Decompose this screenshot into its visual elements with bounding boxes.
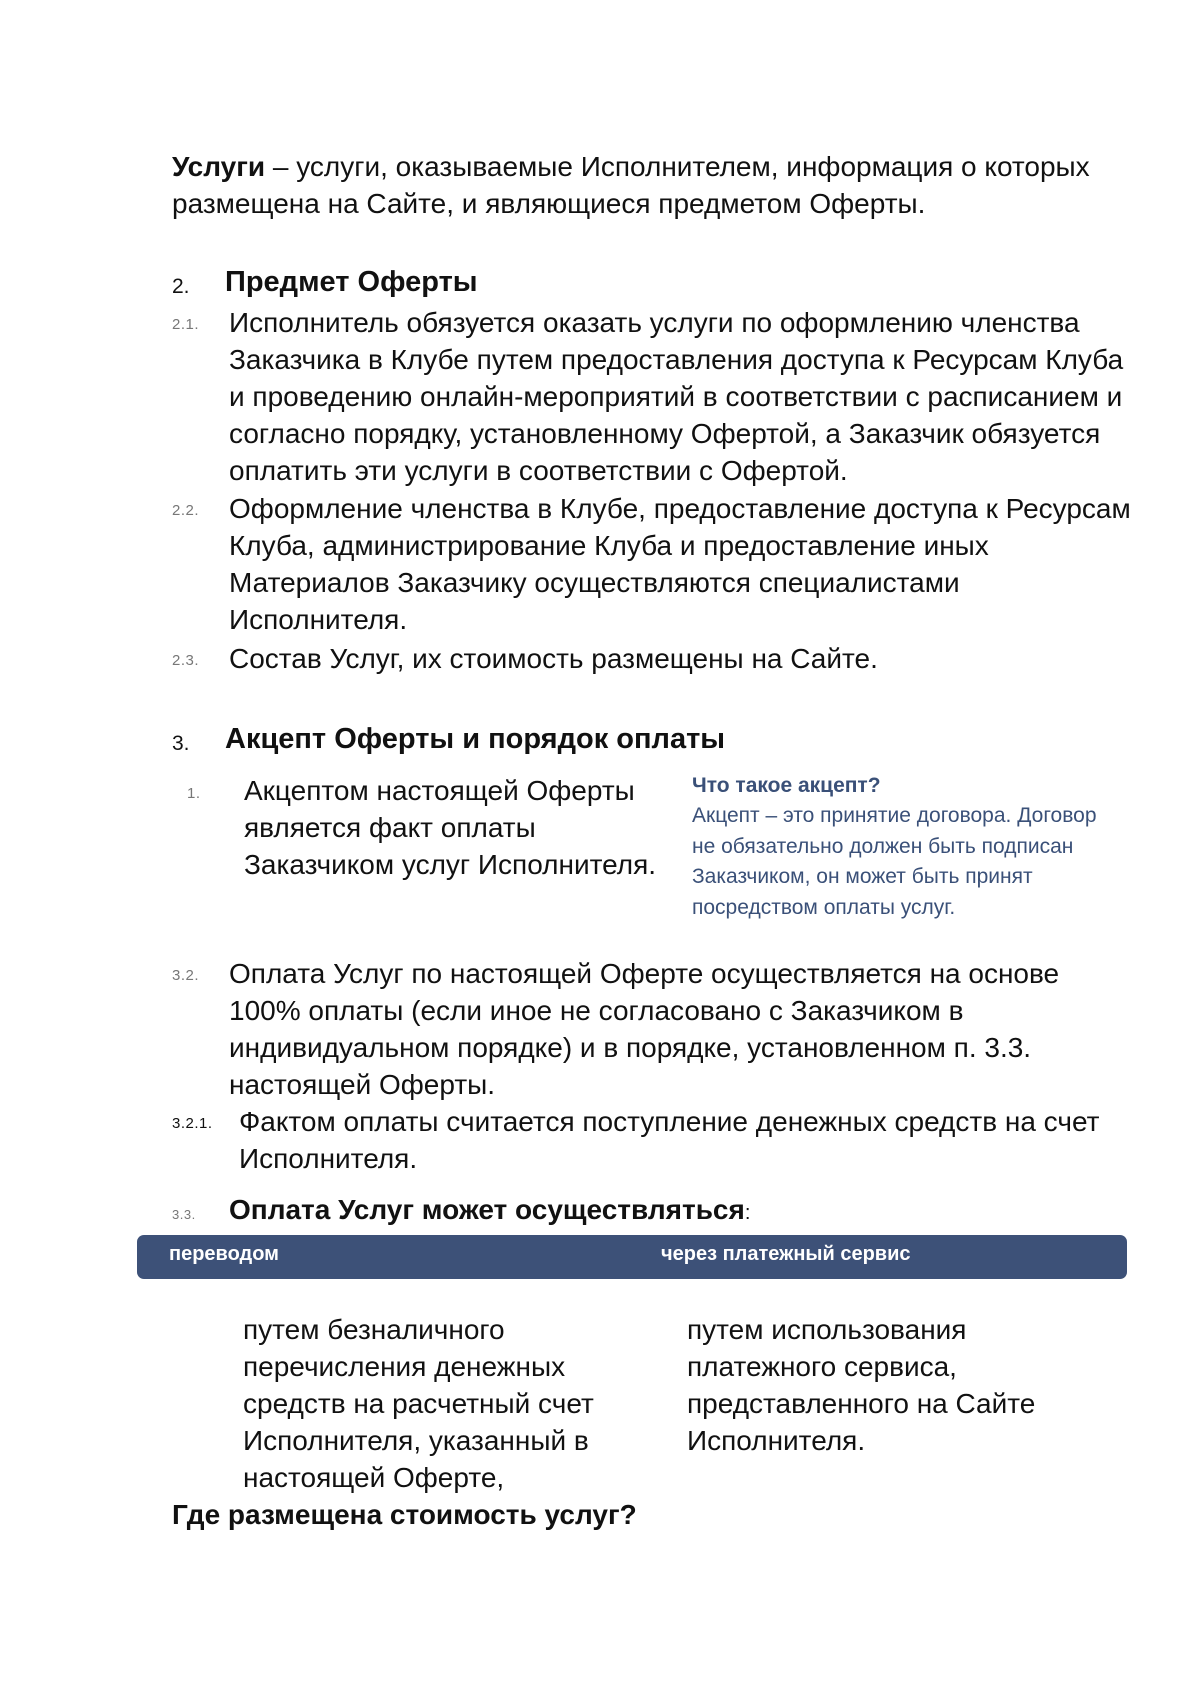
item-3-3-colon: : bbox=[744, 1202, 751, 1224]
item-2-2-text: Оформление членства в Клубе, предоставление доступа к Ресурсам Клуба, администрирование Клуба и предоставление иных Материалов Заказчику осуществляются специалистами Исполнителя. bbox=[229, 493, 1131, 635]
acceptance-note-title: Что такое акцепт? bbox=[692, 774, 881, 797]
item-2-2-number: 2.2. bbox=[172, 502, 200, 519]
definition-term: Услуги bbox=[172, 151, 266, 182]
payment-col2-header: через платежный сервис bbox=[661, 1243, 911, 1265]
item-2-3-number: 2.3. bbox=[172, 652, 200, 669]
item-3-2-number: 3.2. bbox=[172, 967, 200, 984]
definition-paragraph bbox=[172, 148, 1132, 222]
acceptance-note-text: Акцепт – это принятие договора. Договор не обязательно должен быть подписан Заказчиком, он может быть принят посредством оплаты услуг. bbox=[692, 804, 1097, 919]
payment-col1-text: путем безналичного перечисления денежных средств на расчетный счет Исполнителя, указанный в настоящей Оферте, bbox=[243, 1314, 594, 1493]
item-3-1-number: 1. bbox=[187, 785, 201, 802]
footer-question: Где размещена стоимость услуг? bbox=[172, 1499, 637, 1530]
section-2-number: 2. bbox=[172, 275, 190, 298]
item-3-3-heading bbox=[229, 1191, 929, 1232]
item-3-3-title: Оплата Услуг может осуществляться bbox=[229, 1194, 745, 1225]
section-3-title: Акцепт Оферты и порядок оплаты bbox=[225, 723, 726, 755]
item-3-2-1-text: Фактом оплаты считается поступление денежных средств на счет Исполнителя. bbox=[239, 1106, 1100, 1174]
item-2-1-number: 2.1. bbox=[172, 316, 200, 333]
payment-methods-header-bar bbox=[137, 1235, 1127, 1279]
item-2-1-text: Исполнитель обязуется оказать услуги по оформлению членства Заказчика в Клубе путем предоставления доступа к Ресурсам Клуба и проведению онлайн-мероприятий в соответствии с расписанием и согласно порядку, установленному Офертой, а Заказчик обязуется оплатить эти услуги в соответствии с Офертой. bbox=[229, 307, 1124, 486]
item-3-1-text: Акцептом настоящей Оферты является факт оплаты Заказчиком услуг Исполнителя. bbox=[244, 775, 657, 880]
payment-col2-text: путем использования платежного сервиса, представленного на Сайте Исполнителя. bbox=[687, 1314, 1036, 1456]
definition-text: – услуги, оказываемые Исполнителем, информация о которых размещена на Сайте, и являющиеся предметом Оферты. bbox=[172, 151, 1090, 219]
item-3-2-1-number: 3.2.1. bbox=[172, 1115, 213, 1132]
item-3-2-text: Оплата Услуг по настоящей Оферте осуществляется на основе 100% оплаты (если иное не согласовано с Заказчиком в индивидуальном порядке) и в порядке, установленном п. 3.3. настоящей Оферты. bbox=[229, 958, 1060, 1100]
item-2-3-text: Состав Услуг, их стоимость размещены на Сайте. bbox=[229, 643, 878, 674]
acceptance-note bbox=[692, 771, 1112, 923]
section-2-title: Предмет Оферты bbox=[225, 266, 478, 298]
item-3-3-number: 3.3. bbox=[172, 1207, 196, 1222]
payment-col1-header: переводом bbox=[169, 1243, 279, 1265]
section-3-number: 3. bbox=[172, 732, 190, 755]
